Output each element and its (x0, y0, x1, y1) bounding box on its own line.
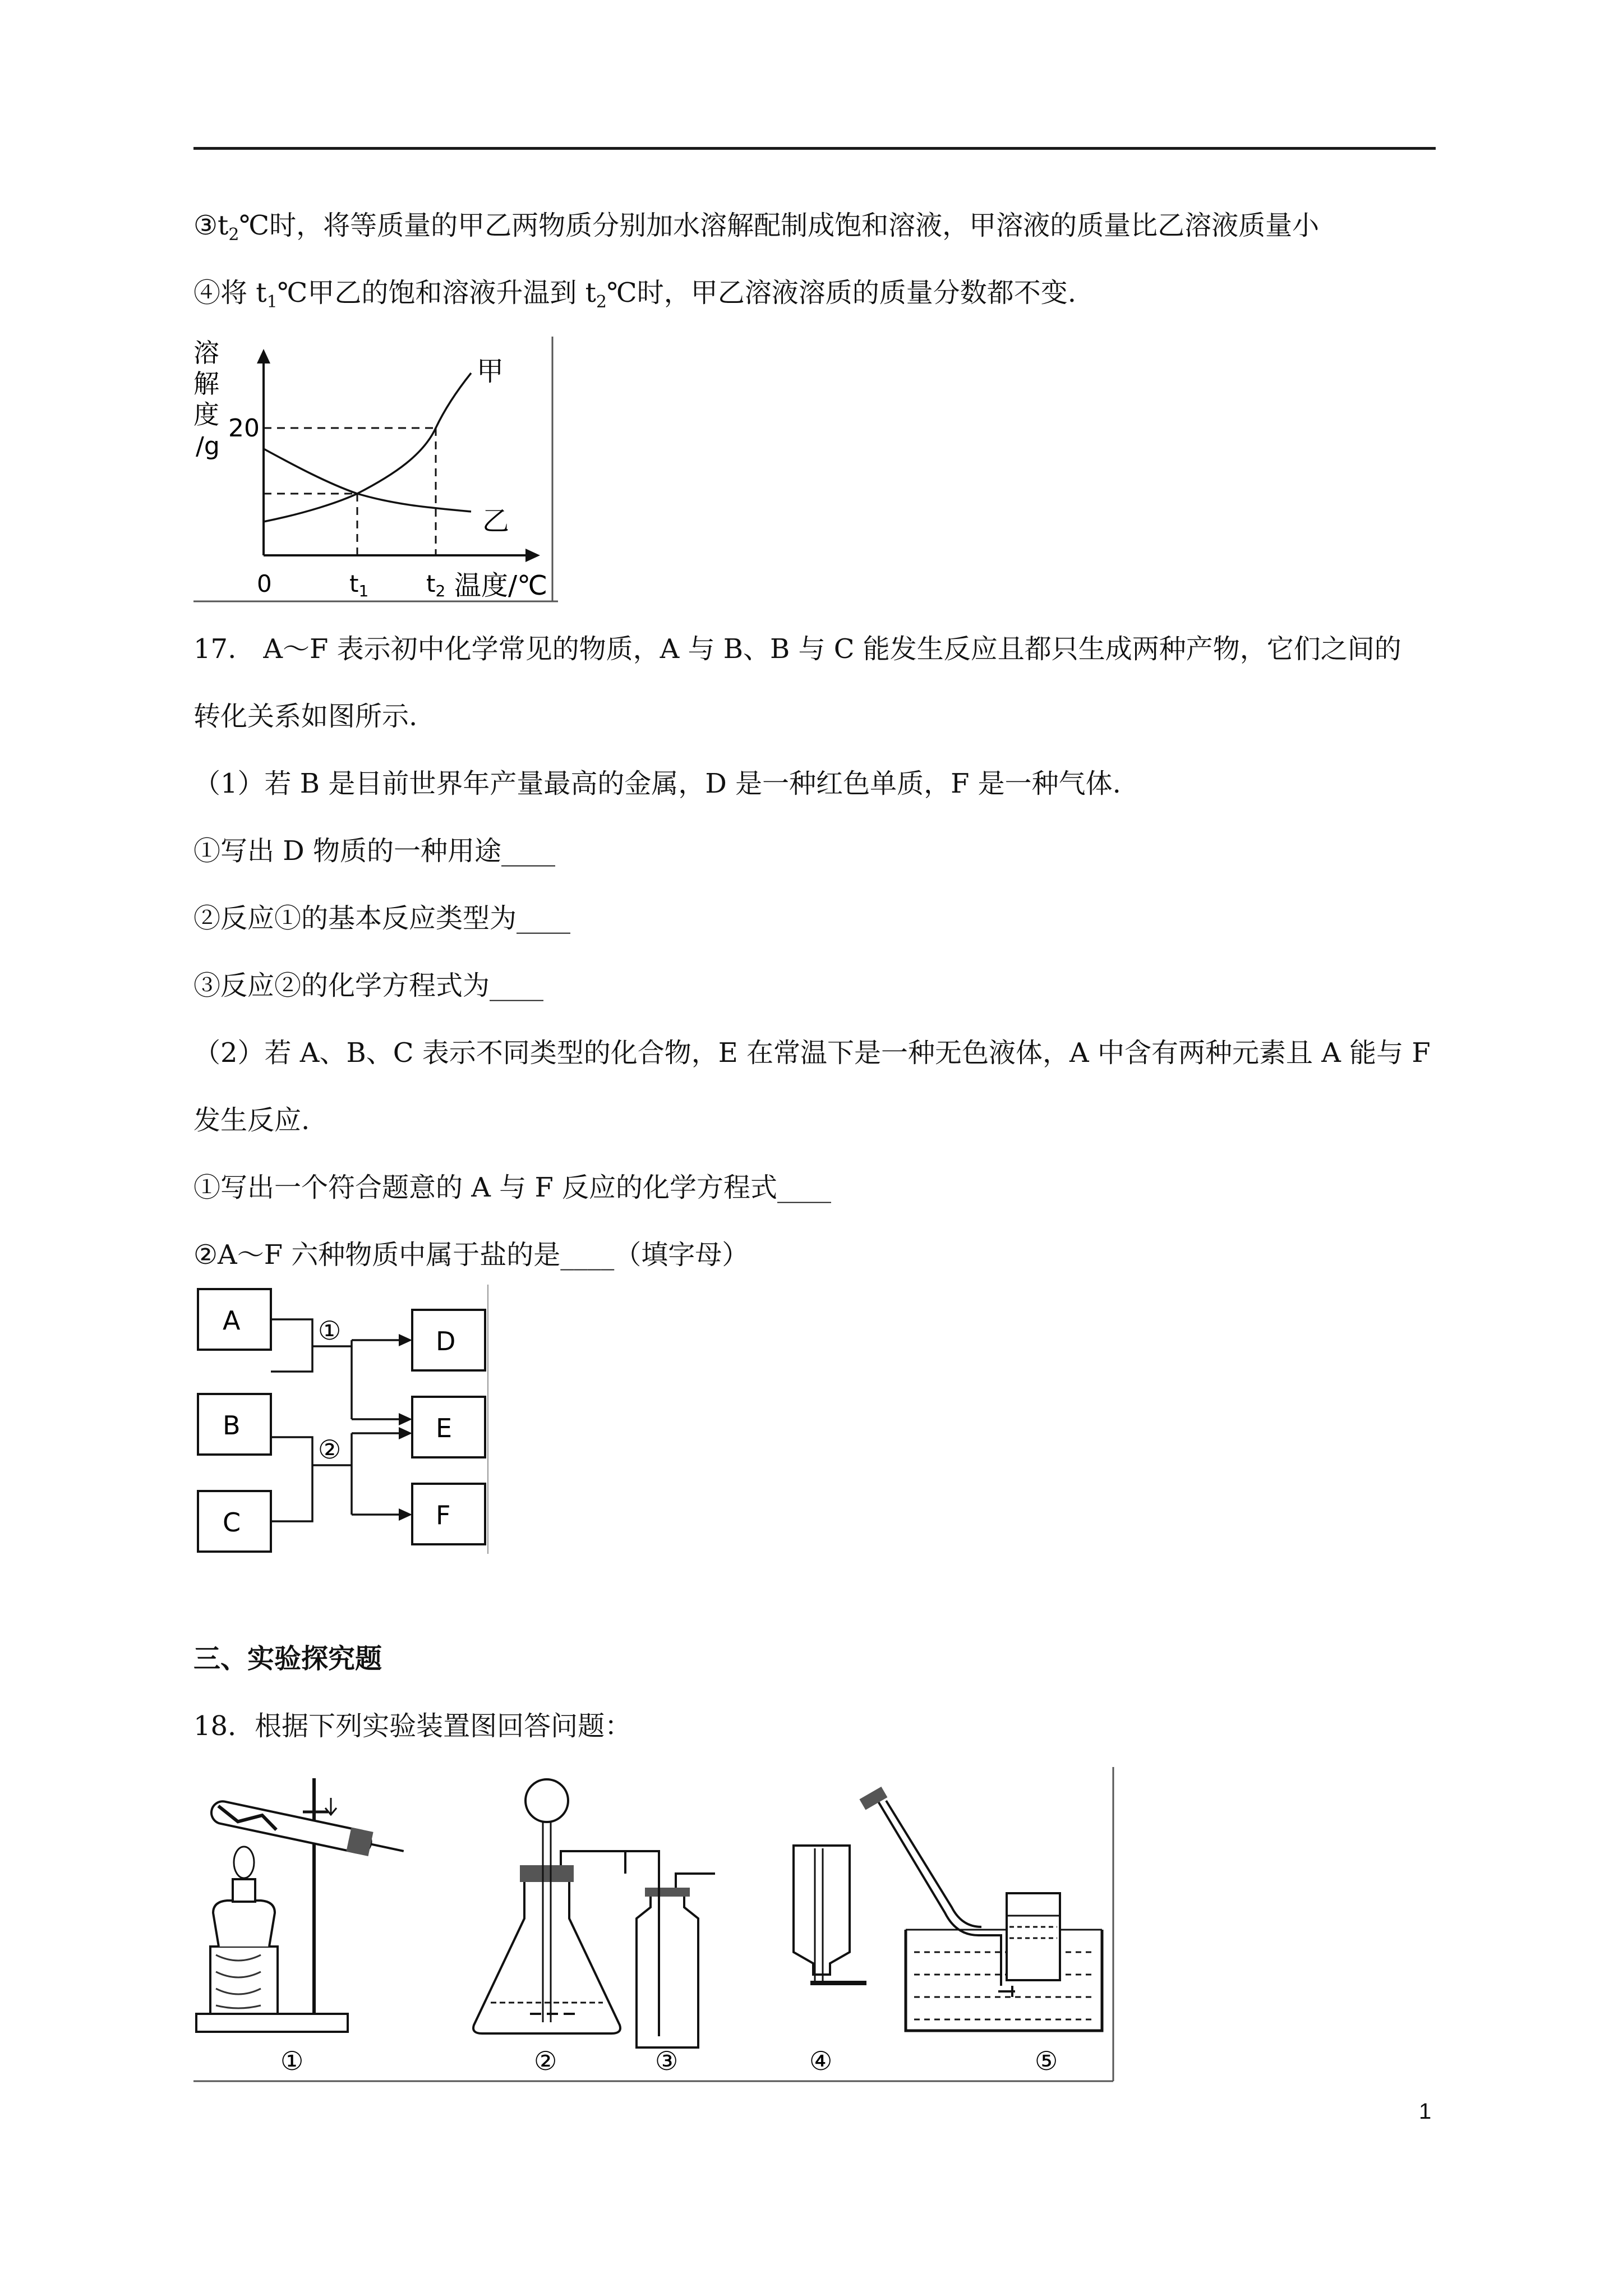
reaction-1-label: ① (318, 1315, 342, 1346)
q17-stem-2: 转化关系如图所示. (193, 701, 418, 732)
q17-part1: （1）若 B 是目前世界年产量最高的金属，D 是一种红色单质，F 是一种气体. (193, 768, 1121, 799)
q16-item4: ④将 $t_1℃$甲乙的饱和溶液升温到 $t_2℃$时，甲乙溶液溶质的质量分数都不变. (193, 277, 1076, 312)
section-heading: 三、实验探究题 (193, 1643, 382, 1674)
page-number: 1 (1419, 2099, 1432, 2124)
apparatus-label-2: ② (534, 2046, 557, 2076)
xlabel: 温度/℃ (454, 570, 548, 601)
q17-p2-q2: ②A～F 六种物质中属于盐的是____（填字母） (193, 1239, 749, 1271)
ylabel-1: 溶 (193, 338, 219, 368)
reaction-flow-diagram (193, 1285, 491, 1554)
header-rule (193, 147, 1436, 150)
reaction-2-label: ② (318, 1434, 342, 1465)
ylabel-2: 解 (193, 369, 219, 399)
label-yi: 乙 (482, 505, 510, 537)
q17-p1-q1: ①写出 D 物质的一种用途____ (193, 835, 556, 867)
apparatus-2 (473, 1779, 625, 2033)
apparatus-1 (196, 1778, 406, 2032)
y-tick-20: 20 (228, 414, 260, 443)
solubility-graph (193, 337, 558, 606)
apparatus-label-3: ③ (655, 2046, 679, 2076)
apparatus-3 (620, 1851, 715, 2047)
box-a-label: A (223, 1305, 241, 1336)
box-c-label: C (223, 1507, 241, 1538)
apparatus-label-5: ⑤ (1035, 2046, 1058, 2076)
x-tick-t1: t1 (349, 570, 369, 600)
box-d-label: D (436, 1326, 456, 1356)
q17-p1-q3: ③反应②的化学方程式为____ (193, 970, 544, 1001)
q17-part2-2: 发生反应. (193, 1105, 310, 1136)
x-tick-t2: t2 (426, 570, 446, 600)
q17-p1-q2: ②反应①的基本反应类型为____ (193, 903, 571, 934)
ylabel-3: 度 (193, 399, 219, 430)
curve-jia (264, 373, 471, 522)
q17-part2-1: （2）若 A、B、C 表示不同类型的化合物，E 在常温下是一种无色液体，A 中含有两种元素且 A 能与 F (193, 1037, 1431, 1069)
x-tick-0: 0 (257, 570, 272, 597)
q18-stem: 18．根据下列实验装置图回答问题： (193, 1710, 632, 1742)
apparatus-4 (794, 1846, 866, 1983)
label-jia: 甲 (477, 356, 504, 387)
apparatus-label-4: ④ (809, 2046, 833, 2076)
q16-item3: $③t_2℃$时，将等质量的甲乙两物质分别加水溶解配制成饱和溶液，甲溶液的质量比乙溶液质量小 (193, 210, 1320, 245)
q17-p2-q1: ①写出一个符合题意的 A 与 F 反应的化学方程式____ (193, 1172, 832, 1203)
curve-yi (264, 449, 471, 512)
apparatus-label-1: ① (280, 2046, 304, 2076)
box-b-label: B (223, 1410, 241, 1441)
apparatus-5 (859, 1787, 1102, 2031)
box-e-label: E (436, 1413, 453, 1443)
box-f-label: F (436, 1500, 451, 1530)
q17-stem-1: 17. A～F 表示初中化学常见的物质，A 与 B、B 与 C 能发生反应且都只生成两种产物，它们之间的 (193, 633, 1401, 665)
apparatus-figure (193, 1767, 1119, 2084)
ylabel-4: /g (196, 432, 220, 461)
